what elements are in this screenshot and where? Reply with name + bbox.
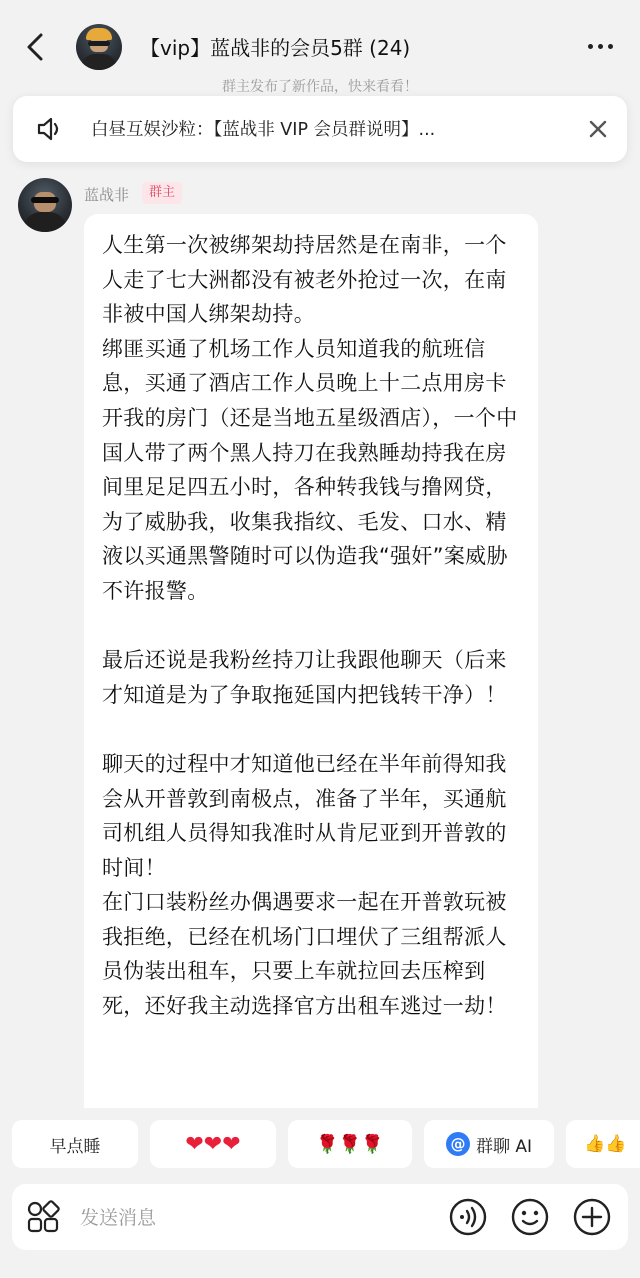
quick-reply-goodnight[interactable] <box>12 1120 138 1168</box>
back-button[interactable] <box>18 30 52 64</box>
group-avatar[interactable] <box>76 24 122 70</box>
sender-name: 蓝战非 <box>84 186 130 204</box>
add-icon[interactable] <box>572 1197 612 1237</box>
quick-reply-bar <box>0 1108 640 1184</box>
more-dot-icon <box>598 44 603 49</box>
speaker-icon <box>35 114 65 144</box>
chevron-left-icon <box>24 32 46 62</box>
message-text: 人生第一次被绑架劫持居然是在南非，一个人走了七大洲都没有被老外抢过一次，在南非被中国人绑架劫持。 绑匪买通了机场工作人员知道我的航班信息，买通了酒店工作人员晚上十二点用房卡开我的房门（还是当地五星级酒店），一个中国人带了两个黑人持刀在我熟睡劫持我在房间里足足四五小时，各种转我钱与撸网贷，为了威胁我，收集我指纹、毛发、口水、精液以买通黑警随时可以伪造我“强奸”案威胁不许报警。 最后还说是我粉丝持刀让我跟他聊天（后来才知道是为了争取拖延国内把钱转干净）！ 聊天的过程中才知道他已经在半年前得知我会从开普敦到南极点，准备了半年，买通航司机组人员得知我准时从肯尼亚到开普敦的时间！ 在门口装粉丝办偶遇要求一起在开普敦玩被我拒绝，已经在机场门口埋伏了三组帮派人员伪装出租车，只要上车就拉回去压榨到死，还好我主动选择官方出租车逃过一劫！ <box>102 233 518 1019</box>
more-dot-icon <box>608 44 613 49</box>
new-post-hint[interactable]: 群主发布了新作品，快来看看！ <box>222 79 418 95</box>
chat-header <box>0 0 640 96</box>
hearts-icon: ❤❤❤ <box>185 1131 241 1157</box>
close-icon[interactable] <box>583 114 613 144</box>
pinned-notice[interactable] <box>13 96 627 162</box>
input-bar <box>0 1184 640 1278</box>
quick-reply-thumbs[interactable] <box>566 1120 640 1168</box>
ai-chat-icon: @ <box>446 1132 470 1156</box>
notice-text: 白昼互娱沙粒：【蓝战非 VIP 会员群说明】... <box>91 120 436 140</box>
thumbs-up-icon: 👍👍 <box>584 1134 627 1154</box>
message-composer <box>12 1184 628 1250</box>
quick-reply-group-ai[interactable] <box>424 1120 554 1168</box>
roses-icon: 🌹🌹🌹 <box>316 1133 384 1155</box>
quick-reply-hearts[interactable] <box>150 1120 276 1168</box>
emoji-icon[interactable] <box>510 1197 550 1237</box>
sender-avatar[interactable] <box>18 178 72 232</box>
chip-label: 早点睡 <box>49 1136 101 1157</box>
chat-title[interactable]: 【vip】蓝战非的会员5群 (24) <box>140 36 411 60</box>
role-badge: 群主 <box>142 182 182 204</box>
message-bubble[interactable] <box>84 214 538 1134</box>
quick-reply-roses[interactable] <box>288 1120 412 1168</box>
chip-label: 群聊 AI <box>475 1136 533 1157</box>
apps-grid-icon[interactable] <box>26 1200 60 1234</box>
more-menu-button[interactable] <box>580 36 620 56</box>
message-input[interactable] <box>78 1198 442 1238</box>
voice-icon[interactable] <box>448 1197 488 1237</box>
more-dot-icon <box>588 44 593 49</box>
